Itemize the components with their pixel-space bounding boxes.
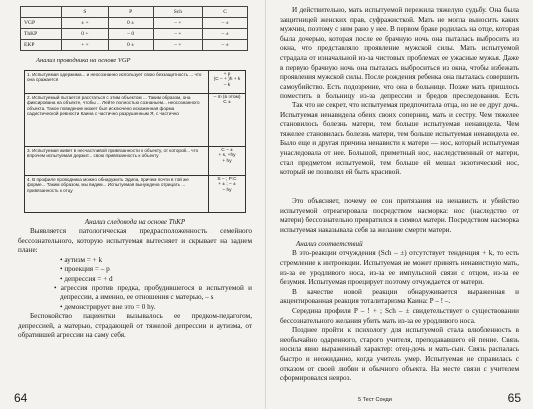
paragraph: Беспокойство пациентки вызывалось ее предком-педагогом, депрессией, а матерью, страдающей от тяжелой депрессии и аутизма, от обратившей агрессии на саму себя. [18,312,252,340]
table-cell: 0 ± [108,40,153,51]
table-cell: + + [62,40,109,51]
profile-table [20,6,248,51]
list-item: • демонстрирует вне это = 0 hy. [60,302,156,311]
list-item: • аутизм = + k [60,255,103,264]
analysis-row [25,71,245,93]
table-header-cell: S [62,7,109,18]
row-label: EKP [21,40,62,51]
paragraph: Выявляется патологическая предрасположенность семейного бессознательного, которую испытуемая вытесняет и скрывает на заднем плане: [18,227,252,255]
table-cell: – ± [203,40,248,51]
analysis-row-text: 3. Испытуемая живет в несчастливой привязанности к объекту, от которой... что впрочем испытуемая держит... свою привязанность к объекту [25,147,209,175]
table-cell: – ± [203,29,248,40]
row-label: VGP [21,18,62,29]
table-cell: – + [153,40,203,51]
analysis-row-formula: – m (в этом) C ± [213,95,241,106]
table-cell: ± + [62,18,109,29]
analysis-row [25,146,245,175]
list-item: • депрессия = + d [60,274,113,283]
table-cell: – + [153,29,203,40]
right-page [266,0,533,409]
paragraph: И действительно, мать испытуемой пережила тяжелую судьбу. Она была защитницей женских прав, суфражисткой. Мать не могла выносить каких мужчин, поэтому с ним рано у нее. В первом браке родилась на отце, которая была дочерью, которая после ее брачную ночь она пыталась выбросить из окна, что представляло проявление мужской силы. Мать испытуемой страдала от изначальной из-за чистовых проблемах ее ужасные мужья. Даже в первую брачную ночь она пыталась выброситься из окна, чтобы избежать проявления мужской силы. После рождения ребенка она пыталась совершить самоубийство. Есть подозрение, что она в больнице. Позже мать пришлось поместить в больницу из-за депрессии и бредов преследования. Есть [280,6,519,101]
paragraph: Середина профиля P – ! + ; Sch – ± свидетельствует о существовании бессознательного желания убить мать из-за ее уродливого носа. [280,306,519,325]
page-number: 65 [507,391,521,405]
table-cell: – 0 [108,29,153,40]
analysis-box [24,70,246,213]
paragraph: Позднее пройти к психологу для испытуемой стала влюбленность в необычайно одаренного, старого учителя, преподававшего ей пение. Связь носила явно выраженный характер: отец-дочь и мать-сын. Связь распалась быстро и неожиданно, когда учитель умер. Испытуемая не справилась с отказом от своей любви и обычного объекта. На месте связи с учителем сформировался невроз. [280,326,519,383]
page-number: 64 [14,391,28,405]
analysis-row-formula: S – ; P:C + ± ; – ± – hy [217,177,237,193]
table-cell: 0 + [62,29,109,40]
paragraph: Это объясняет, почему ее сон притязания на ненависть и убийство испытуемой отреагировала посредством насморка: нос (наследство от матери) бессознательно превратился в символ матери. Посредством насморка испытуемая наказывала себя за желание смерти матери. [280,197,519,234]
analysis-row-formula: C – ± + s, +hy + hy [218,148,236,164]
figure-caption: Анализ проводника на основе VGP [36,57,131,64]
analysis-row-formula: + p (C – + )h + k – k [213,72,241,88]
printer-signature: 5 Тест Сонди [358,397,392,403]
paragraph: В качестве новой реакции обнаруживается выраженная и акцентированная реакция тоталитаризма Каина: P – ! –. [280,287,519,306]
section-subheading: Анализ соответствий [296,240,363,249]
paragraph: В это-реакции отчуждения (Sch – ±) отсутствует тенденция + k, то есть стремление к интроекции. Испытуемая не может принять ненавистную мать, из-за ее уродливого носа, из-за ее импульсной связи с отцом, из-за ее безумия. Испытуемая проецирует поэтому отчуждается от матери. [280,249,519,287]
paragraph: Так что не секрет, что испытуемая предпочитала отца, но не ее друг дочь. Испытуемая ненавидела обеих своих соперниц, мать и сестру. Чем тяжелее становилось болезнь матери, тем больше испытуемая ненавидела. Чем тяжелее становилась болезнь матери, тем больше испытуемая ненавидела ее. Было еще и другая причина ненависти к матери — нос, который испытуемая унаследовала от нее. Большой, приметный нос, наследственный от матери, стал предметом испытуемой, тем больше ей мешал экзотический нос, который не позволял ей быть красивой. [280,101,519,177]
table-cell: 0 ± [108,18,153,29]
left-page [0,0,266,409]
table-cell: – + [153,18,203,29]
profile-table-header [21,7,248,18]
list-item: • проекция = – p [60,265,110,274]
analysis-row-text: 1. Испытуемая одержима... и неосознанно использует свою беззащитность ... что она сражается [25,71,209,93]
list-item: • агрессия против предка, пробудившегося в испытуемой и депрессии, а именно, ее отношения с матерью, – s [54,284,252,302]
analysis-row [25,93,245,146]
section-subheading: Анализ следовода на основе ThKP [84,218,186,226]
analysis-row [25,175,245,212]
table-cell: – ± [203,18,248,29]
analysis-row-text: 4. В профиле проводника можно обнаружить Эдипа, причем почти в той же форме... Таким образом, мы видим... Испытуемая вынуждена отрицать ... привязанность к отцу [25,176,209,212]
row-label: ThKP [21,29,62,40]
table-row [21,18,248,29]
table-header-cell: P [108,7,153,18]
table-header-cell: Sch [153,7,203,18]
table-row [21,29,248,40]
analysis-row-text: 2. Испытуемый пытается расстаться с этим объектом ... Таким образом, она фиксирована на объекте, чтобы ... Лейте полностью сознаньем... неосознанного объекта. Такое поведение может был исключено искаженная форма садистической ревности Каина с частично разрушенным Я, с частично [25,94,209,146]
table-header-cell [21,7,62,18]
table-row [21,40,248,51]
table-header-cell: C [203,7,248,18]
